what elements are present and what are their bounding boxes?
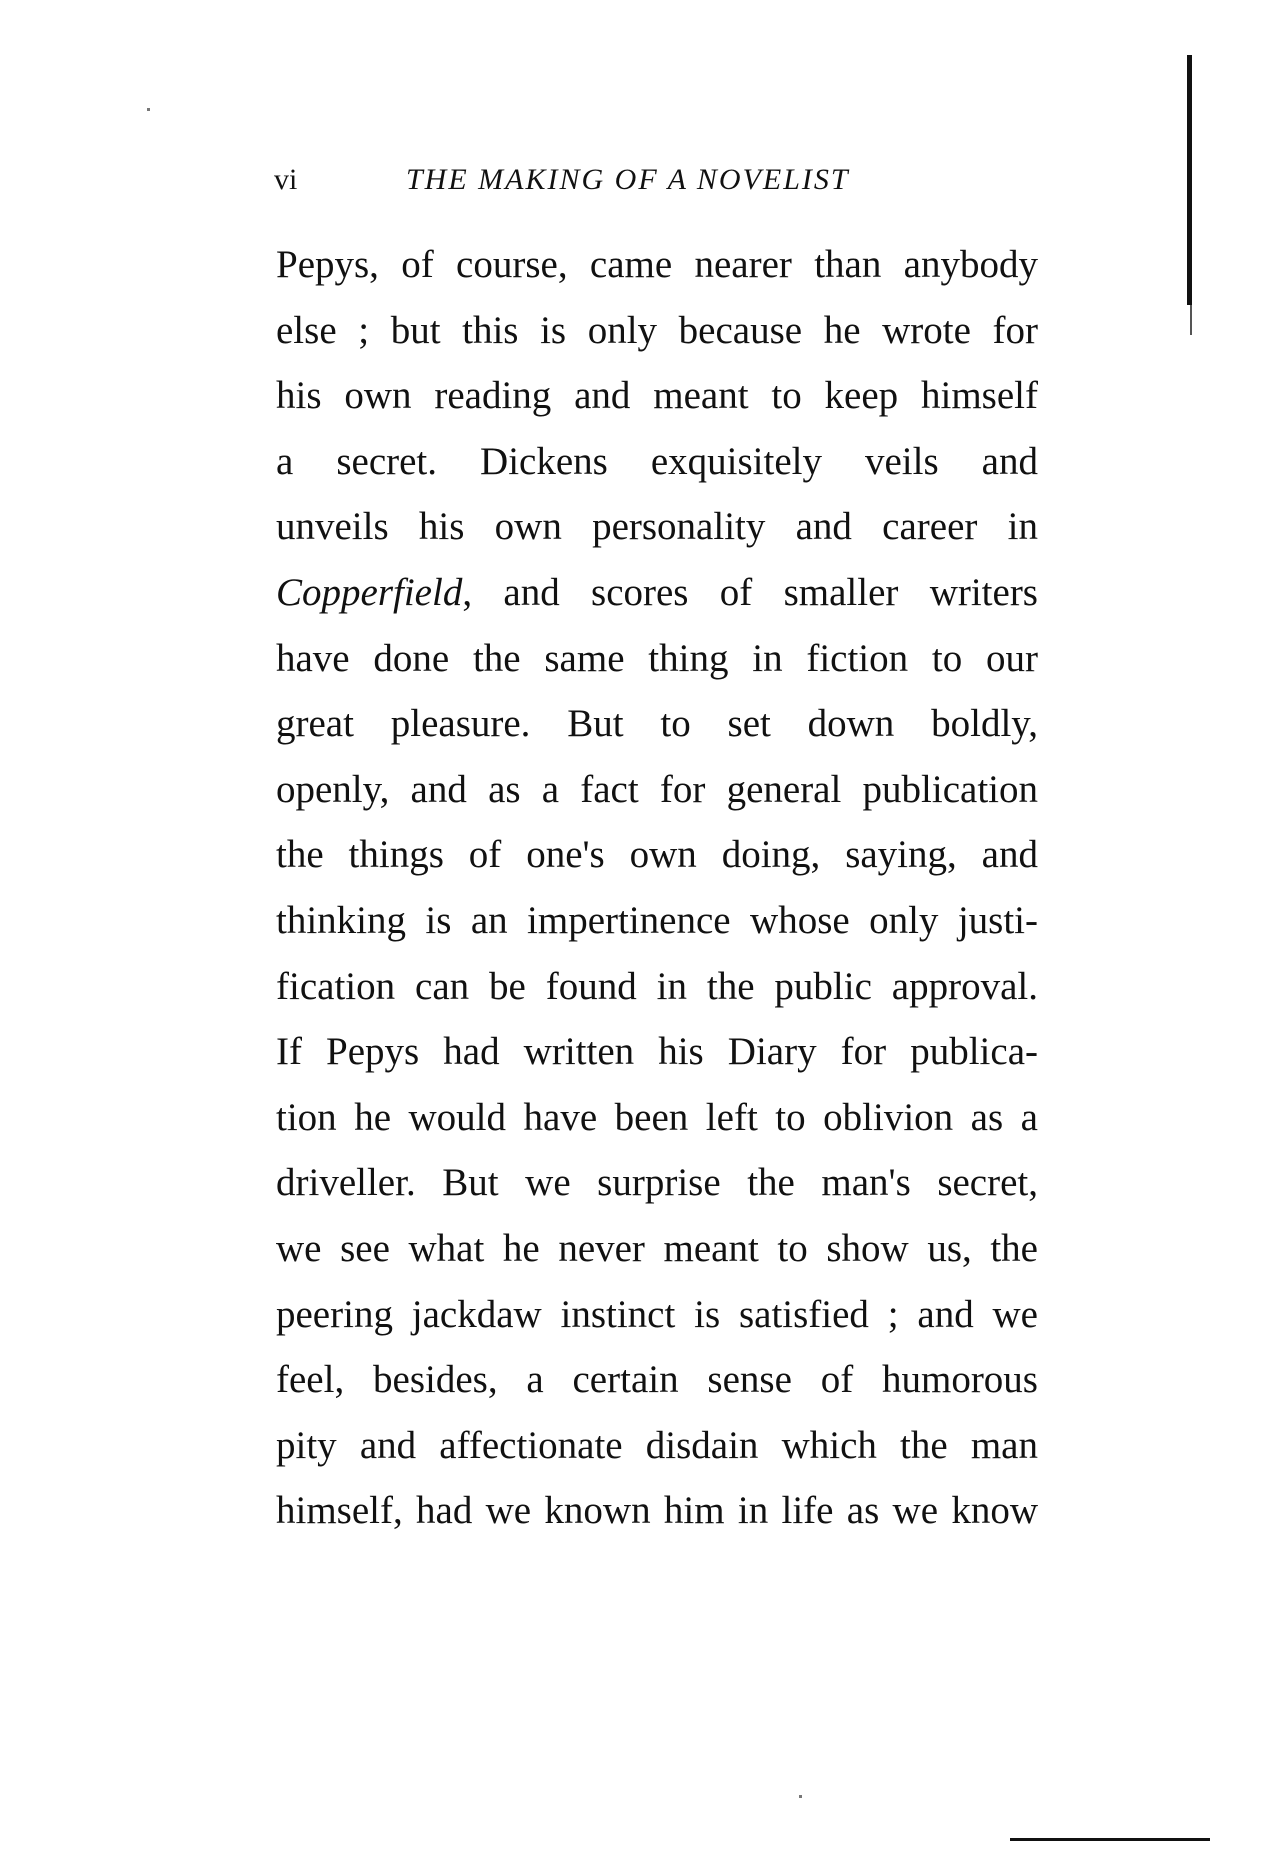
text-line: driveller. But we surprise the man's secret, [276, 1161, 1038, 1205]
text-line: we see what he never meant to show us, the [276, 1226, 1038, 1270]
page-header [274, 158, 1034, 202]
text-line: fication can be found in the public approval. [276, 964, 1038, 1008]
text-line-rest: , and scores of smaller writers [462, 570, 1038, 614]
scan-speck [799, 1795, 802, 1798]
text-line: else ; but this is only because he wrote for [276, 308, 1038, 352]
book-title-copperfield: Copperfield [276, 570, 463, 614]
text-line: the things of one's own doing, saying, and [276, 833, 1038, 877]
running-title: THE MAKING OF A NOVELIST [406, 163, 850, 196]
text-line: his own reading and meant to keep himself [276, 374, 1038, 418]
text-line: tion he would have been left to oblivion as a [276, 1095, 1038, 1139]
bottom-scan-rule [1010, 1838, 1210, 1841]
text-line: have done the same thing in fiction to our [276, 636, 1038, 680]
text-line: pity and affectionate disdain which the man [276, 1423, 1038, 1467]
margin-scan-rule [1187, 55, 1192, 305]
text-line: great pleasure. But to set down boldly, [276, 702, 1038, 746]
text-line: If Pepys had written his Diary for publica- [276, 1030, 1038, 1074]
text-line: Pepys, of course, came nearer than anybody [276, 243, 1038, 286]
margin-scan-rule-tail [1190, 305, 1192, 335]
text-line: peering jackdaw instinct is satisfied ; and we [276, 1292, 1038, 1336]
text-line: a secret. Dickens exquisitely veils and [276, 439, 1038, 483]
page-number: vi [274, 163, 298, 196]
text-line-copperfield [276, 560, 1038, 626]
text-line: thinking is an impertinence whose only justi- [276, 898, 1038, 942]
text-line: feel, besides, a certain sense of humorous [276, 1358, 1038, 1402]
text-line: unveils his own personality and career in [276, 505, 1038, 549]
text-line: himself, had we known him in life as we know [276, 1489, 1038, 1533]
body-text [276, 232, 1038, 1544]
scan-speck [147, 108, 150, 111]
text-line: openly, and as a fact for general publication [276, 767, 1038, 811]
